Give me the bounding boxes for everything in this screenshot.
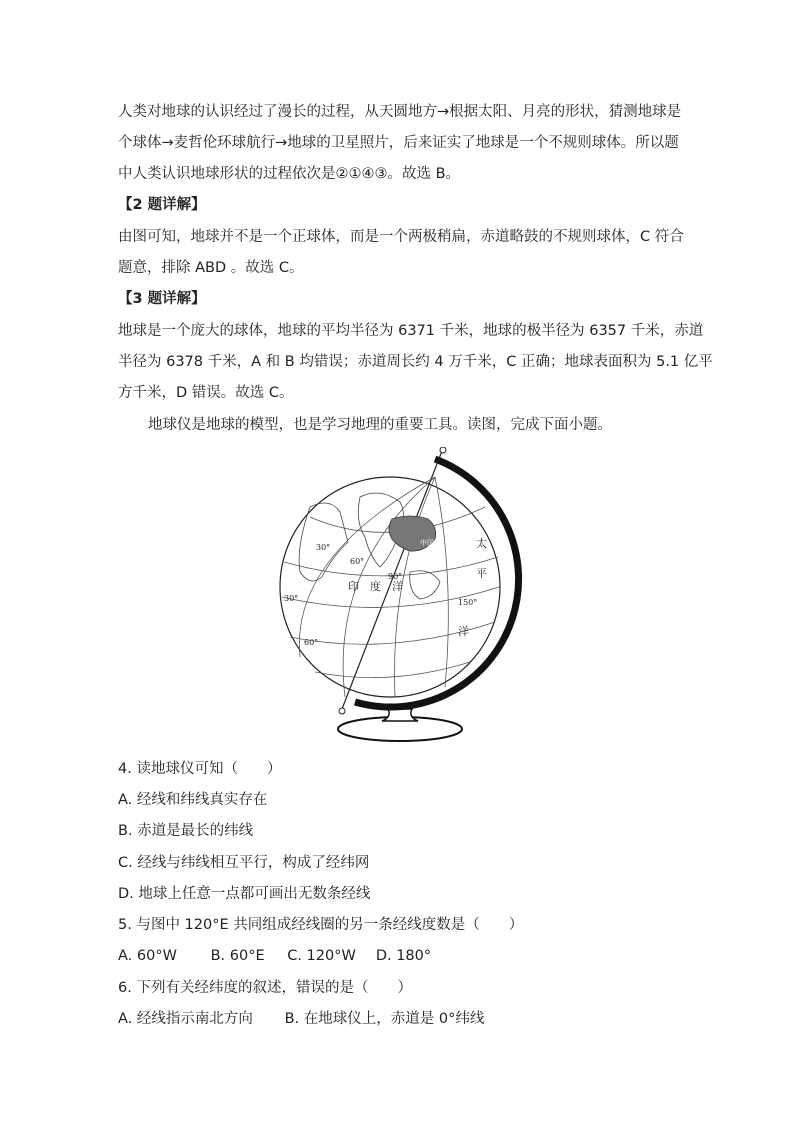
question-5-option-b: B. 60°E	[210, 948, 265, 964]
question-5-option-d: D. 180°	[375, 948, 432, 964]
explanation-line: 由图可知，地球并不是一个正球体，而是一个两极稍扁，赤道略鼓的不规则球体，C 符合	[118, 229, 684, 245]
question-4-option-d: D. 地球上任意一点都可画出无数条经线	[118, 886, 371, 902]
explanation-line: 方千米，D 错误。故选 C。	[118, 385, 294, 401]
section-heading-2: 【2 题详解】	[118, 197, 206, 213]
north-pole-knob	[440, 447, 446, 453]
south-pole-knob	[339, 708, 345, 714]
degree-label: 60°	[304, 638, 319, 647]
degree-label: 90°	[388, 572, 403, 581]
question-6-stem: 6. 下列有关经纬度的叙述，错误的是（ ）	[118, 980, 412, 996]
question-4-stem: 4. 读地球仪可知（ ）	[118, 761, 282, 777]
degree-label: 150°	[458, 598, 478, 607]
question-5-options	[118, 946, 431, 966]
question-5-option-c: C. 120°W	[287, 948, 356, 964]
globe-stem	[382, 709, 418, 721]
section-heading-3: 【3 题详解】	[118, 291, 206, 307]
question-intro: 地球仪是地球的模型，也是学习地理的重要工具。读图，完成下面小题。	[148, 417, 612, 433]
degree-label: 30°	[284, 594, 299, 603]
question-5-stem: 5. 与图中 120°E 共同组成经线圈的另一条经线度数是（ ）	[118, 917, 524, 933]
pacific-label-tai: 太	[476, 537, 487, 550]
explanation-line: 地球是一个庞大的球体，地球的平均半径为 6371 千米，地球的极半径为 6357 千米，赤道	[118, 323, 704, 339]
degree-label: 30°	[316, 543, 331, 552]
pacific-label-ping: 平	[476, 567, 487, 580]
question-4-option-a: A. 经线和纬线真实存在	[118, 792, 268, 808]
question-6-option-b: B. 在地球仪上，赤道是 0°纬线	[284, 1011, 485, 1027]
question-4-option-c: C. 经线与纬线相互平行，构成了经纬网	[118, 855, 370, 871]
question-5-option-a: A. 60°W	[118, 948, 177, 964]
degree-label: 60°	[350, 557, 365, 566]
explanation-line: 中人类认识地球形状的过程依次是②①④③。故选 B。	[118, 166, 461, 182]
question-6-option-a: A. 经线指示南北方向	[118, 1011, 253, 1027]
question-4-option-b: B. 赤道是最长的纬线	[118, 823, 254, 839]
pacific-label-yang: 洋	[458, 625, 469, 638]
indian-ocean-label: 印 度 洋	[348, 580, 403, 593]
china-label: 中国	[420, 539, 434, 547]
globe-illustration	[270, 447, 530, 747]
explanation-line: 个球体→麦哲伦环球航行→地球的卫星照片，后来证实了地球是一个不规则球体。所以题	[118, 135, 679, 151]
explanation-line: 题意，排除 ABD 。故选 C。	[118, 260, 304, 276]
explanation-line: 半径为 6378 千米，A 和 B 均错误；赤道周长约 4 万千米，C 正确；地球表面积为 5.1 亿平	[118, 354, 713, 370]
question-6-options	[118, 1009, 484, 1029]
explanation-line: 人类对地球的认识经过了漫长的过程，从天圆地方→根据太阳、月亮的形状，猜测地球是	[118, 104, 682, 120]
